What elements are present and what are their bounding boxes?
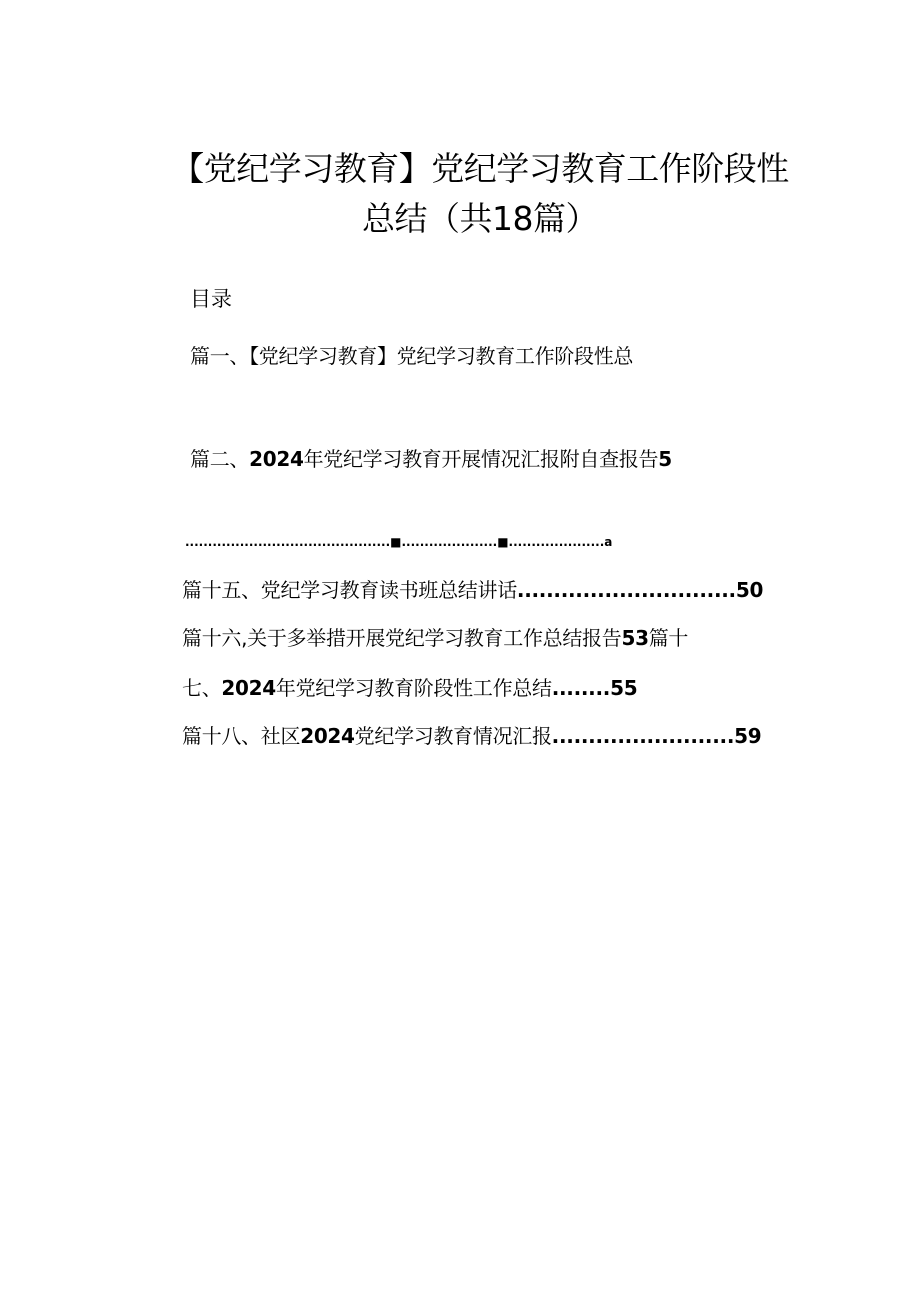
toc-entry-2-label: 篇二、	[190, 447, 250, 471]
toc-entry-18-year: 2024	[300, 724, 355, 748]
toc-entry-2-page: 5	[658, 447, 672, 471]
title-line-1: 【党纪学习教育】党纪学习教育工作阶段性	[171, 149, 789, 188]
toc-entry-2[interactable]	[190, 443, 672, 472]
toc-entry-17[interactable]	[182, 672, 637, 701]
toc-entry-15[interactable]	[182, 574, 763, 603]
toc-entry-16[interactable]	[182, 622, 688, 651]
toc-entry-18-title: 党纪学习教育情况汇报	[354, 724, 552, 748]
toc-entry-15-page: 50	[735, 578, 764, 602]
toc-entry-17-label-start: 篇十	[648, 626, 689, 650]
toc-dot-leader: .............................................■.....................■.....................a	[185, 535, 613, 549]
document-title	[120, 144, 840, 244]
toc-entry-18-label: 篇十八、社区	[182, 724, 301, 748]
toc-entry-2-year: 2024	[249, 447, 304, 471]
toc-entry-17-page: 55	[610, 676, 638, 700]
toc-entry-18[interactable]	[182, 720, 761, 749]
title-line-2: 总结（共18篇）	[362, 199, 598, 238]
toc-entry-15-dots: ..............................	[516, 578, 736, 602]
toc-entry-18-page: 59	[734, 724, 762, 748]
toc-entry-15-title: 篇十五、党纪学习教育读书班总结讲话	[182, 578, 517, 602]
toc-entry-18-dots: .........................	[551, 724, 735, 748]
toc-entry-17-year: 2024	[221, 676, 276, 700]
toc-entry-1[interactable]: 篇一、【党纪学习教育】党纪学习教育工作阶段性总	[190, 344, 634, 368]
toc-entry-17-title: 年党纪学习教育阶段性工作总结	[275, 676, 552, 700]
toc-heading: 目录	[190, 287, 232, 311]
toc-entry-2-title: 年党纪学习教育开展情况汇报附自查报告	[303, 447, 659, 471]
toc-entry-17-label-end: 七、	[182, 676, 222, 700]
toc-entry-16-page: 53	[621, 626, 649, 650]
toc-entry-16-title: 篇十六,关于多举措开展党纪学习教育工作总结报告	[182, 626, 622, 650]
toc-entry-17-dots: ........	[551, 676, 611, 700]
